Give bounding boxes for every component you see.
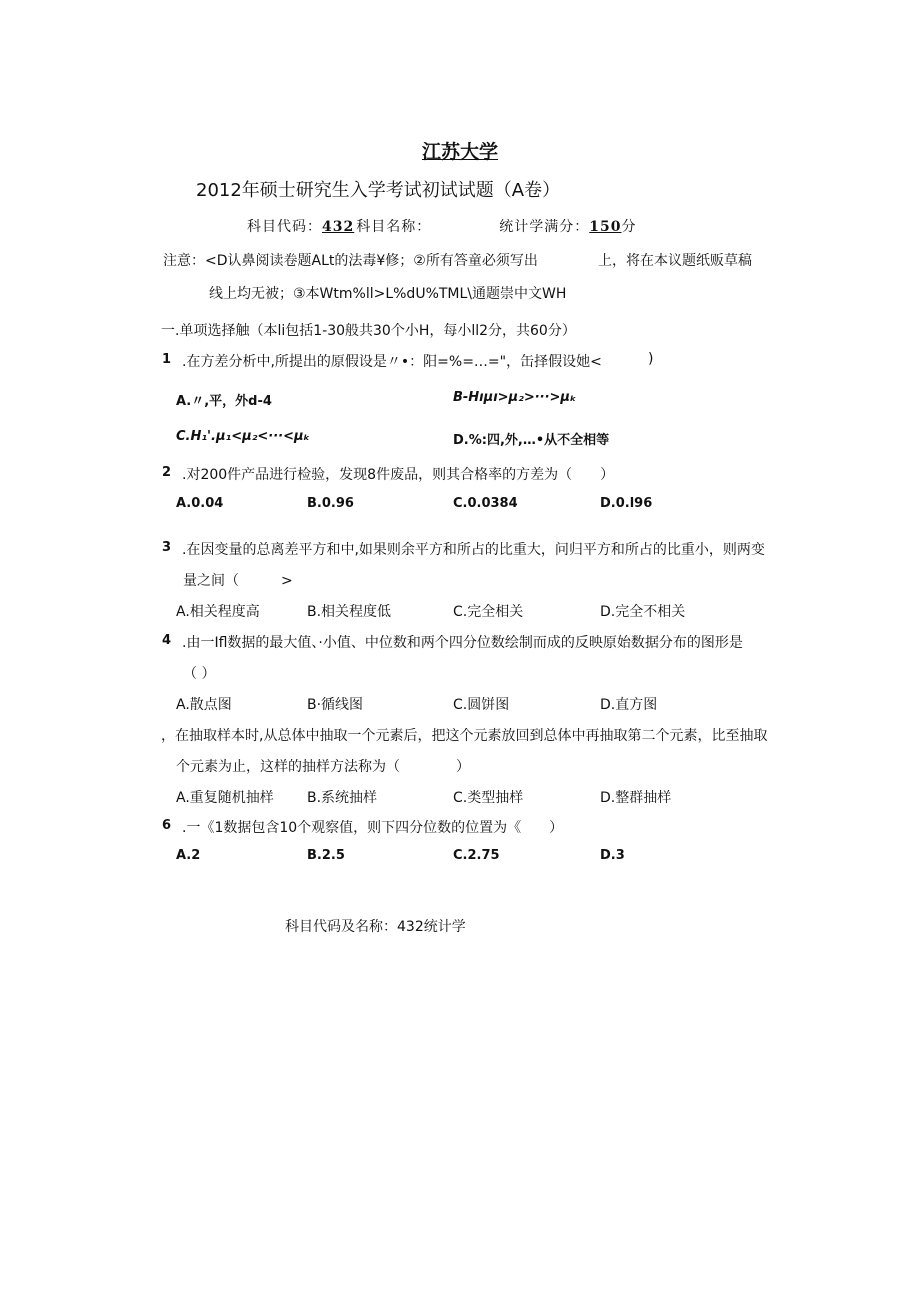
question-number: 6: [162, 818, 172, 833]
option-d: D.%:四,外,…•从不全相等: [453, 433, 610, 448]
question-text: .由一Ifl数据的最大值、·小值、中位数和两个四分位数绘制而成的反映原始数据分布的图形是: [182, 635, 743, 651]
option-a: A.2: [176, 848, 201, 863]
option-b: B.2.5: [307, 848, 345, 863]
question-text: .在因变量的总离差平方和中,如果则余平方和所占的比重大，问归平方和所占的比重小，则两变: [182, 542, 765, 558]
notice-line-1b: 上，将在本议题纸贩草稿: [598, 253, 752, 269]
option-c: C.圆饼图: [453, 697, 510, 713]
option-b: B.系统抽样: [307, 790, 378, 806]
option-a: A.〃,平，外d-4: [176, 394, 272, 409]
question-number: 1: [162, 352, 172, 367]
question-text-continued: 量之间（ >: [183, 573, 293, 589]
question-close-paren: ): [648, 351, 654, 367]
option-c: C.类型抽样: [453, 790, 524, 806]
option-a: A.0.04: [176, 496, 224, 511]
option-c: C.H₁'.μ₁<μ₂<···<μₖ: [176, 429, 310, 444]
option-d: D.直方图: [600, 697, 658, 713]
exam-title: 2012年硕士研究生入学考试初试试题（A卷）: [196, 180, 561, 201]
subject-name-label: 科目名称：: [356, 219, 432, 235]
notice-line-1a: 注意：<D认鼻阅读卷题ALt的法毒¥修；②所有答童必须写出: [163, 253, 538, 269]
option-c: C.完全相关: [453, 604, 524, 620]
full-score-value: 150: [589, 219, 622, 235]
full-score-label: 满分：: [544, 219, 590, 235]
footer-subject: 科目代码及名称：432统计学: [285, 919, 466, 935]
subject-code-label: 科目代码：: [247, 219, 322, 235]
option-b: B·循线图: [307, 697, 364, 713]
option-c: C.2.75: [453, 848, 500, 863]
section-heading: 一.单项选择触（本li包括1-30般共30个小H，每小ll2分，共60分）: [161, 323, 576, 339]
option-a: A.相关程度高: [176, 604, 260, 620]
option-b: B.0.96: [307, 496, 354, 511]
option-b: B.相关程度低: [307, 604, 392, 620]
option-c: C.0.0384: [453, 496, 518, 511]
question-text-continued: 个元素为止，这样的抽样方法称为（ ）: [176, 759, 470, 775]
option-b: B-Hıμı>μ₂>···>μₖ: [453, 390, 577, 405]
question-text: .一《1数据包含10个观察值，则下四分位数的位置为《 ）: [182, 820, 564, 836]
question-text: .对200件产品进行检验，发现8件废品，则其合格率的方差为（ ）: [182, 467, 615, 483]
option-d: D.整群抽样: [600, 790, 672, 806]
full-score-unit: 分: [621, 219, 637, 235]
notice-line-2: 线上均无被；③本Wtm%ll>L%dU%TML\通题崇中文WH: [209, 286, 567, 302]
exam-meta: [247, 216, 636, 236]
question-text: ，在抽取样本时,从总体中抽取一个元素后，把这个元素放回到总体中再抽取第二个元素，比至抽取: [161, 728, 768, 744]
question-number: 2: [162, 465, 172, 480]
option-d: D.完全不相关: [600, 604, 686, 620]
question-number: 3: [162, 540, 172, 555]
option-a: A.重复随机抽样: [176, 790, 274, 806]
option-d: D.0.l96: [600, 496, 653, 511]
question-text: .在方差分析中,所提出的原假设是〃•：阳=%=…="，缶择假设她<: [182, 354, 602, 370]
option-a: A.散点图: [176, 697, 232, 713]
option-d: D.3: [600, 848, 625, 863]
question-number: 4: [162, 633, 172, 648]
subject-code-value: 432: [322, 219, 355, 235]
question-text-continued: （ ）: [183, 666, 216, 682]
subject-name-value: 统计学: [499, 219, 545, 235]
university-title: 江苏大学: [422, 141, 499, 163]
